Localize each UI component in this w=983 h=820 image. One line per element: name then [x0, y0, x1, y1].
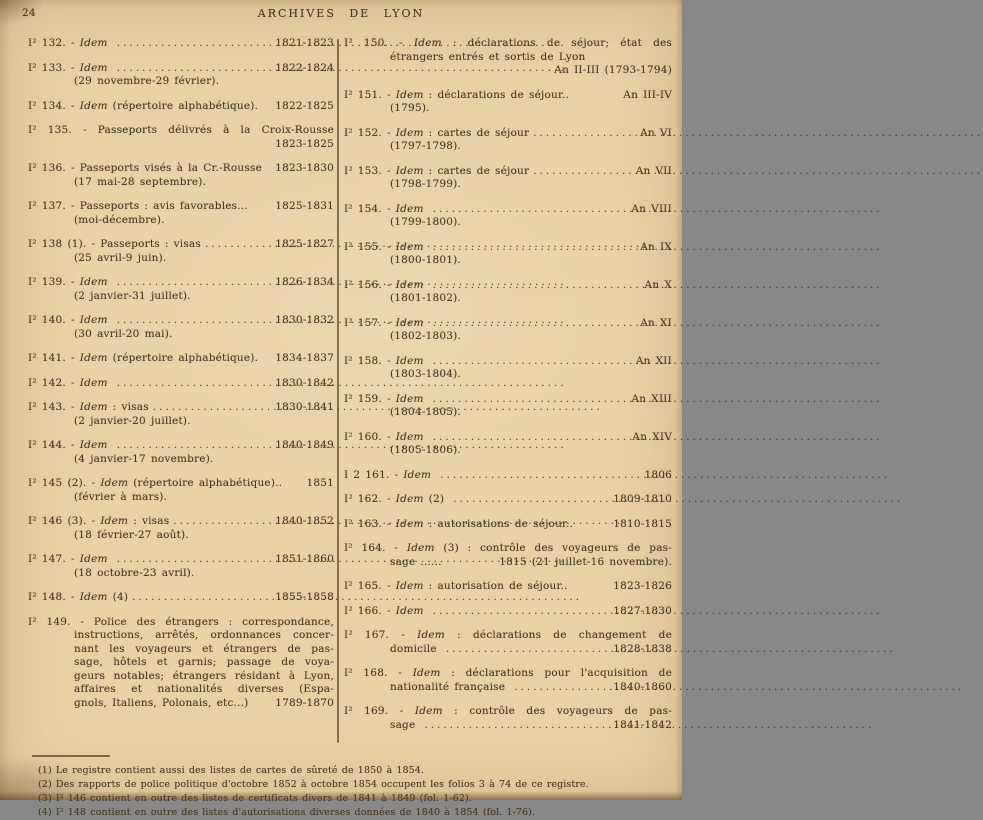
idem-label: Idem: [79, 439, 108, 451]
idem-label: Idem: [414, 705, 443, 717]
entry-date: 1823-1825: [275, 137, 334, 150]
entry-date: 1830-1841: [275, 401, 334, 413]
dot-leader: [429, 279, 645, 293]
idem-label: Idem: [395, 316, 424, 329]
dot-leader: [113, 314, 276, 328]
entry-line: [344, 165, 672, 179]
entry-date: 1827-1830: [613, 604, 672, 617]
entry-text: I² 141. -: [28, 352, 80, 364]
entry-date: An XII: [635, 354, 672, 367]
entry-text: I² 167. -: [344, 629, 418, 641]
entry-line: [28, 352, 334, 366]
idem-label: Idem: [100, 477, 129, 489]
idem-label: Idem: [395, 354, 424, 367]
entry-line: [28, 62, 334, 76]
catalog-entry: [344, 605, 672, 619]
entry-line: [344, 178, 672, 192]
entry-line: [28, 200, 334, 214]
entry-date: 1815 (21 juillet-16 novembre).: [499, 555, 672, 568]
entry-line: [344, 89, 672, 103]
entry-text: I² 144. -: [28, 439, 80, 451]
catalog-entry: [28, 515, 334, 542]
catalog-entry: [344, 89, 672, 116]
entry-text: I² 162. -: [344, 493, 396, 505]
right-column: [344, 37, 674, 743]
dot-leader: [429, 605, 614, 619]
entry-text: (1801-1802).: [390, 292, 461, 304]
entry-text: I² 147. -: [28, 553, 80, 565]
dot-leader: [201, 238, 275, 252]
entry-text: gnols, Italiens, Polonais, etc...): [74, 696, 249, 709]
entry-text: I² 152. -: [344, 126, 396, 139]
dot-leader: [429, 203, 632, 217]
entry-line: [28, 314, 334, 328]
entry-date: 1841-1842: [613, 718, 672, 731]
footnote: (4) I² 148 contient en outre des listes d'autorisations diverses données de 1840 à 1854 (fol. 1-76).: [38, 807, 536, 818]
entry-text: I² 154. -: [344, 202, 396, 215]
entry-date: 1806: [644, 468, 672, 481]
catalog-entry: [28, 162, 334, 189]
entry-text: I² 156. -: [344, 278, 396, 291]
entry-date: An XIII: [631, 392, 672, 405]
entry-text: I² 149. - Police des étrangers : correspondance,: [28, 615, 334, 628]
catalog-entry: [344, 165, 672, 192]
catalog-entry: [28, 439, 334, 466]
entry-text: domicile: [390, 642, 442, 655]
entry-line: [344, 605, 672, 619]
catalog-entry: [344, 705, 672, 732]
entry-line: [28, 553, 334, 567]
entry-date: 1830-1842: [275, 376, 334, 389]
entry-date: An X: [644, 278, 672, 291]
entry-text: : déclarations de séjour; état des: [441, 37, 673, 49]
entry-text: I² 142. -: [28, 376, 80, 389]
entry-text: I² 139. -: [28, 276, 80, 288]
entry-text: (1797-1798).: [390, 140, 461, 152]
entry-line: [344, 254, 672, 268]
entry-text: affaires et nationalités diverses (Espa-: [74, 683, 334, 695]
entry-date: 1825-1831: [275, 200, 334, 212]
entry-text: : cartes de séjour: [423, 164, 530, 177]
page-number: 24: [22, 7, 36, 19]
entry-text: sage: [390, 718, 421, 731]
entry-line: [28, 683, 334, 697]
dot-leader: [113, 553, 276, 567]
entry-text: I² 135. - Passeports délivrés à la Croix-Rousse: [28, 124, 334, 136]
entry-line: [344, 469, 672, 483]
idem-label: Idem: [395, 88, 424, 101]
dot-leader: [113, 62, 276, 76]
entry-date: An IX: [640, 240, 672, 253]
idem-label: Idem: [100, 515, 129, 527]
entry-text: nant les voyageurs et étrangers de pas-: [74, 642, 334, 655]
idem-label: Idem: [79, 352, 108, 364]
entry-date: 1830-1832: [275, 314, 334, 326]
entry-text: nationalité française: [390, 680, 511, 693]
idem-label: Idem: [395, 430, 424, 443]
dot-leader: [429, 393, 632, 407]
entry-date: 1828-1838: [613, 642, 672, 655]
entry-line: [28, 629, 334, 643]
idem-label: Idem: [395, 164, 424, 177]
entry-text: I² 168. -: [344, 667, 413, 679]
idem-label: Idem: [406, 542, 435, 554]
entry-text: geurs notables; étrangers résidant à Lyon,: [74, 669, 334, 682]
entry-text: (1803-1804).: [390, 368, 461, 380]
catalog-entry: [28, 238, 334, 265]
entry-line: [28, 290, 334, 304]
entry-line: [28, 238, 334, 252]
entry-line: [28, 75, 334, 89]
entry-text: (2 janvier-20 juillet).: [74, 414, 191, 427]
idem-label: Idem: [79, 376, 108, 389]
idem-label: Idem: [403, 468, 432, 481]
entry-text: I² 138 (1). - Passeports : visas: [28, 238, 201, 250]
entry-text: (moi-décembre).: [74, 213, 165, 226]
footnote: (1) Le registre contient aussi des listes de cartes de sûreté de 1850 à 1854.: [38, 765, 425, 776]
entry-text: I² 169. -: [344, 705, 415, 717]
idem-label: Idem: [395, 604, 424, 617]
catalog-entry: [28, 553, 334, 580]
idem-label: Idem: [79, 401, 108, 413]
entry-line: [344, 292, 672, 306]
catalog-columns: [0, 37, 682, 743]
entry-date: An II-III (1793-1794): [554, 64, 672, 76]
entry-text: sage ......: [390, 555, 442, 568]
page-header: [0, 0, 682, 27]
dot-leader: [169, 515, 275, 529]
catalog-entry: [344, 469, 672, 483]
entry-line: [344, 216, 672, 230]
entry-line: [28, 656, 334, 670]
entry-line: [28, 491, 334, 505]
entry-text: I² 132. -: [28, 37, 80, 49]
entry-text: I² 150. -: [344, 37, 414, 49]
catalog-entry: [344, 667, 672, 694]
idem-label: Idem: [79, 61, 108, 74]
catalog-entry: [28, 477, 334, 504]
dot-leader: [429, 355, 636, 369]
entry-date: 1840-1852: [275, 515, 334, 527]
entry-text: I² 163. -: [344, 517, 396, 530]
entry-line: [28, 100, 334, 114]
entry-text: : visas: [107, 401, 149, 413]
idem-label: Idem: [413, 37, 442, 49]
footnote: (2) Des rapports de police politique d'octobre 1852 à octobre 1854 occupent les folios 3 à 74 de ce registre.: [38, 779, 589, 790]
left-column: [28, 37, 334, 743]
entry-text: (répertoire alphabétique)..: [128, 477, 283, 489]
catalog-entry: [344, 127, 672, 154]
entry-date: An VIII: [631, 202, 672, 215]
catalog-entry: [344, 629, 672, 656]
entry-text: I² 158. -: [344, 354, 396, 367]
entry-text: I² 166. -: [344, 604, 396, 617]
idem-label: Idem: [79, 99, 108, 112]
entry-text: I² 157. -: [344, 316, 396, 329]
catalog-entry: [344, 493, 672, 507]
entry-date: 1825-1827: [275, 238, 334, 250]
entry-text: : contrôle des voyageurs de pas-: [442, 705, 672, 717]
entry-line: [28, 670, 334, 684]
entry-line: [344, 330, 672, 344]
entry-text: (3) : contrôle des voyageurs de pas-: [434, 542, 673, 554]
entry-text: I² 165. -: [344, 580, 396, 592]
idem-label: Idem: [395, 126, 424, 139]
dot-leader: [113, 377, 276, 391]
idem-label: Idem: [79, 276, 108, 288]
entry-text: : déclarations de changement de: [444, 629, 673, 641]
dot-leader: [429, 241, 641, 255]
entry-text: I² 155. -: [344, 240, 396, 253]
entry-date: 1823-1830: [275, 162, 334, 174]
entry-line: [344, 629, 672, 643]
entry-text: I² 136. - Passeports visés à la Cr.-Rousse: [28, 162, 262, 174]
entry-line: [28, 214, 334, 228]
entry-date: 1822-1824: [275, 61, 334, 74]
entry-text: (30 avril-20 mai).: [74, 327, 173, 340]
entry-line: [344, 140, 672, 154]
dot-leader: [128, 591, 275, 605]
dot-leader: [449, 493, 613, 507]
entry-text: (1804-1805).: [390, 406, 461, 418]
entry-date: An VII: [635, 164, 672, 177]
entry-line: [28, 643, 334, 657]
entry-date: 1840-1849: [275, 439, 334, 451]
entry-line: [28, 529, 334, 543]
idem-label: Idem: [79, 553, 108, 565]
entry-text: étrangers entrés et sortis de Lyon: [390, 50, 586, 63]
entry-line: [344, 127, 672, 141]
dot-leader: [442, 643, 613, 657]
entry-line: [28, 439, 334, 453]
entry-line: [344, 681, 672, 695]
entry-text: I² 133. -: [28, 61, 80, 74]
dot-leader: [420, 719, 613, 733]
idem-label: Idem: [395, 493, 424, 505]
entry-date: 1851-1860: [275, 553, 334, 565]
entry-text: (répertoire alphabétique).: [107, 352, 259, 364]
entry-date: An XIV: [632, 430, 672, 443]
entry-text: : cartes de séjour: [423, 126, 530, 139]
entry-text: : autorisations de séjour..: [423, 517, 574, 530]
entry-text: : déclarations de séjour..: [423, 88, 570, 101]
dot-leader: [429, 431, 633, 445]
entry-text: (février à mars).: [74, 490, 168, 503]
entry-line: [28, 697, 334, 711]
entry-line: [344, 667, 672, 681]
entry-line: [28, 415, 334, 429]
dot-leader: [436, 469, 644, 483]
entry-line: [28, 124, 334, 138]
entry-text: I² 137. - Passeports : avis favorables...: [28, 200, 248, 212]
entry-line: [28, 591, 334, 605]
idem-label: Idem: [79, 591, 108, 603]
entry-date: 1789-1870: [275, 696, 334, 709]
catalog-entry: [344, 203, 672, 230]
dot-leader: [529, 165, 636, 179]
entry-text: sage, hôtels et garnis; passage de voya-: [74, 656, 334, 668]
dot-leader: [429, 317, 641, 331]
entry-date: 1855-1858: [275, 591, 334, 603]
idem-label: Idem: [395, 278, 424, 291]
idem-label: Idem: [79, 37, 108, 49]
entry-text: (1799-1800).: [390, 216, 461, 228]
entry-line: [28, 276, 334, 290]
entry-date: 1810-1815: [613, 517, 672, 530]
entry-line: [344, 102, 672, 116]
entry-date: An III-IV: [623, 88, 672, 101]
entry-text: : déclarations pour l'acquisition de: [440, 667, 672, 679]
entry-text: (18 février-27 août).: [74, 528, 189, 541]
entry-text: I² 140. -: [28, 314, 80, 326]
dot-leader: [113, 276, 276, 290]
entry-date: 1822-1825: [275, 99, 334, 112]
entry-text: I² 164. -: [344, 542, 407, 554]
entry-text: I² 159. -: [344, 392, 396, 405]
entry-line: [344, 719, 672, 733]
catalog-entry: [28, 616, 334, 711]
entry-line: [28, 453, 334, 467]
entry-text: I² 145 (2). -: [28, 477, 101, 489]
idem-label: Idem: [395, 517, 424, 530]
entry-text: I² 134. -: [28, 99, 80, 112]
entry-text: (1800-1801).: [390, 254, 461, 266]
entry-text: : autorisation de séjour..: [423, 580, 568, 592]
idem-label: Idem: [79, 314, 108, 326]
entry-line: [28, 616, 334, 630]
entry-text: I² 153. -: [344, 164, 396, 177]
column-divider-rule: [337, 39, 339, 743]
entry-line: [344, 493, 672, 507]
dot-leader: [113, 37, 276, 51]
entry-date: 1823-1826: [613, 580, 672, 592]
entry-line: [344, 203, 672, 217]
idem-label: Idem: [417, 629, 445, 641]
catalog-entry: [28, 62, 334, 89]
catalog-entry: [28, 276, 334, 303]
catalog-entry: [28, 100, 334, 114]
entry-text: I² 148. -: [28, 591, 80, 603]
entry-text: I² 151. -: [344, 88, 396, 101]
entry-text: (25 avril-9 juin).: [74, 251, 167, 264]
entry-line: [28, 138, 334, 152]
entry-date: 1821-1823: [275, 37, 334, 49]
entry-text: (2 janvier-31 juillet).: [74, 289, 191, 302]
entry-line: [28, 477, 334, 491]
entry-line: [28, 515, 334, 529]
entry-line: [28, 401, 334, 415]
entry-date: 1834-1837: [275, 352, 334, 364]
entry-text: I² 160. -: [344, 430, 396, 443]
dot-leader: [113, 439, 276, 453]
entry-line: [344, 705, 672, 719]
entry-line: [28, 176, 334, 190]
dot-leader: [510, 681, 613, 695]
catalog-entry: [28, 37, 334, 51]
dot-leader: [149, 401, 275, 415]
entry-text: I² 143. -: [28, 401, 80, 413]
catalog-entry: [28, 352, 334, 366]
catalog-entry: [28, 314, 334, 341]
entry-date: 1809-1810: [613, 493, 672, 505]
entry-text: (17 mai-28 septembre).: [74, 175, 207, 188]
entry-text: I² 146 (3). -: [28, 515, 101, 527]
entry-text: (1795).: [390, 102, 430, 114]
entry-line: [28, 162, 334, 176]
entry-text: (répertoire alphabétique).: [107, 99, 259, 112]
catalog-entry: [28, 377, 334, 391]
footnote: (3) I² 146 contient en outre des listes de certificats divers de 1841 à 1849 (fol. 1-62).: [38, 793, 472, 804]
entry-date: An VI: [640, 126, 672, 139]
entry-date: An XI: [640, 316, 672, 329]
dot-leader: [529, 127, 640, 141]
running-title: ARCHIVES DE LYON: [257, 7, 425, 20]
entry-text: : visas: [128, 515, 170, 527]
entry-text: (29 novembre-29 février).: [74, 75, 220, 87]
entry-text: (4 janvier-17 novembre).: [74, 452, 214, 465]
catalog-entry: [28, 124, 334, 151]
catalog-entry: [28, 591, 334, 605]
footnote-separator-rule: [32, 755, 110, 757]
idem-label: Idem: [412, 667, 441, 679]
entry-text: (1805-1806).: [390, 444, 461, 456]
entry-text: (4): [107, 591, 129, 603]
entry-line: [28, 252, 334, 266]
entry-text: instructions, arrêtés, ordonnances concer-: [74, 629, 334, 641]
idem-label: Idem: [395, 240, 424, 253]
catalog-entry: [28, 200, 334, 227]
entry-text: (1798-1799).: [390, 178, 461, 190]
idem-label: Idem: [395, 580, 424, 592]
entry-line: [344, 643, 672, 657]
catalog-entry: [28, 401, 334, 428]
entry-line: [28, 567, 334, 581]
entry-text: (1802-1803).: [390, 330, 461, 342]
entry-text: (18 octobre-23 avril).: [74, 566, 195, 579]
footnotes: [0, 764, 682, 820]
idem-label: Idem: [395, 202, 424, 215]
entry-line: [28, 37, 334, 51]
entry-date: 1851: [306, 477, 334, 489]
entry-text: (2): [423, 493, 450, 505]
entry-line: [28, 328, 334, 342]
entry-date: 1826-1834: [275, 276, 334, 288]
entry-line: [28, 377, 334, 391]
entry-line: [344, 355, 672, 369]
idem-label: Idem: [395, 392, 424, 405]
entry-date: 1840-1860: [613, 680, 672, 693]
entry-text: I 2 161. -: [344, 468, 404, 481]
